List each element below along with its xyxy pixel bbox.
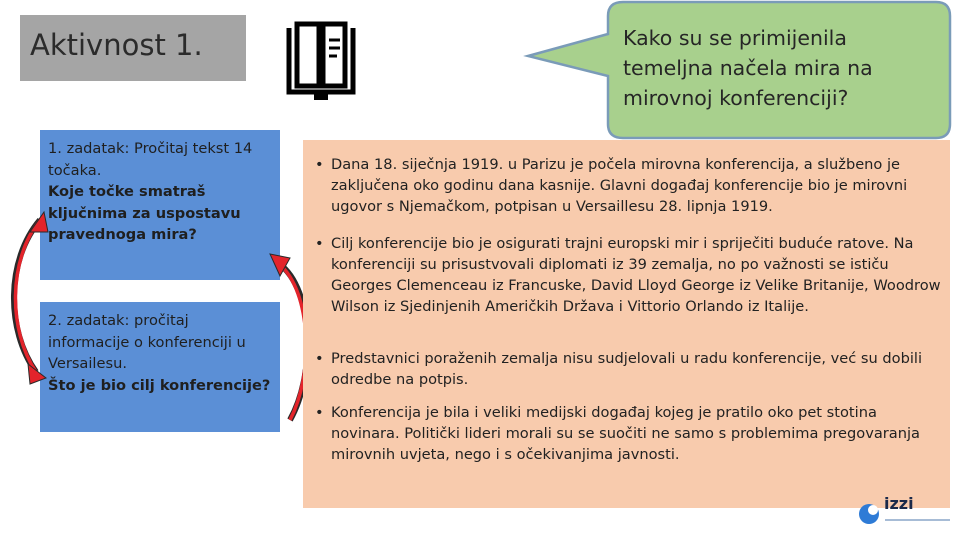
task-1-box [40,130,280,280]
bullet-item: • Cilj konferencije bio je osigurati trajni europski mir i spriječiti buduće ratove. Na konferenciji su prisustvovali diplomati iz 39 zemalja, no po važnosti se ističu Georges Clemenceau iz Francuske, David Lloyd George iz Velike Britanije, Woodrow Wilson iz Sjedinjenih Američkih Država i Vittorio Orlando iz Italije. [315,235,941,315]
task-1-question: Koje točke smatraš ključnima za uspostavu pravednoga mira? [48,183,241,243]
book-icon [285,20,357,102]
bullet-item: • Predstavnici poraženih zemalja nisu sudjelovali u radu konferencije, već su dobili odredbe na potpis. [315,350,922,388]
activity-title-box [20,15,246,81]
activity-title: Aktivnost 1. [30,28,203,62]
task-2-text: 2. zadatak: pročitaj informacije o konferenciji u Versailesu. [48,312,246,372]
bullet-item: • Dana 18. siječnja 1919. u Parizu je počela mirovna konferencija, a službeno je zaključena oko godinu dana kasnije. Glavni događaj konferencije bio je mirovni ugovor s Njemačkom, potpisan u Versaillesu 28. lipnja 1919. [315,156,908,215]
bullet-item: • Konferencija je bila i veliki medijski događaj kojeg je pratilo oko pet stotina novinara. Politički lideri morali su se suočiti ne samo s problemima pregovaranja mirovnih uvjeta, nego i s očekivanjima javnosti. [315,404,920,463]
task-1-text: 1. zadatak: Pročitaj tekst 14 točaka. [48,140,253,179]
logo-text: izzi [884,494,914,513]
callout-question: Kako su se primijenila temeljna načela mira na mirovnoj konferenciji? [623,26,873,110]
content-panel [303,140,950,508]
task-2-box [40,302,280,432]
task-2-question: Što je bio cilj konferencije? [48,376,271,394]
